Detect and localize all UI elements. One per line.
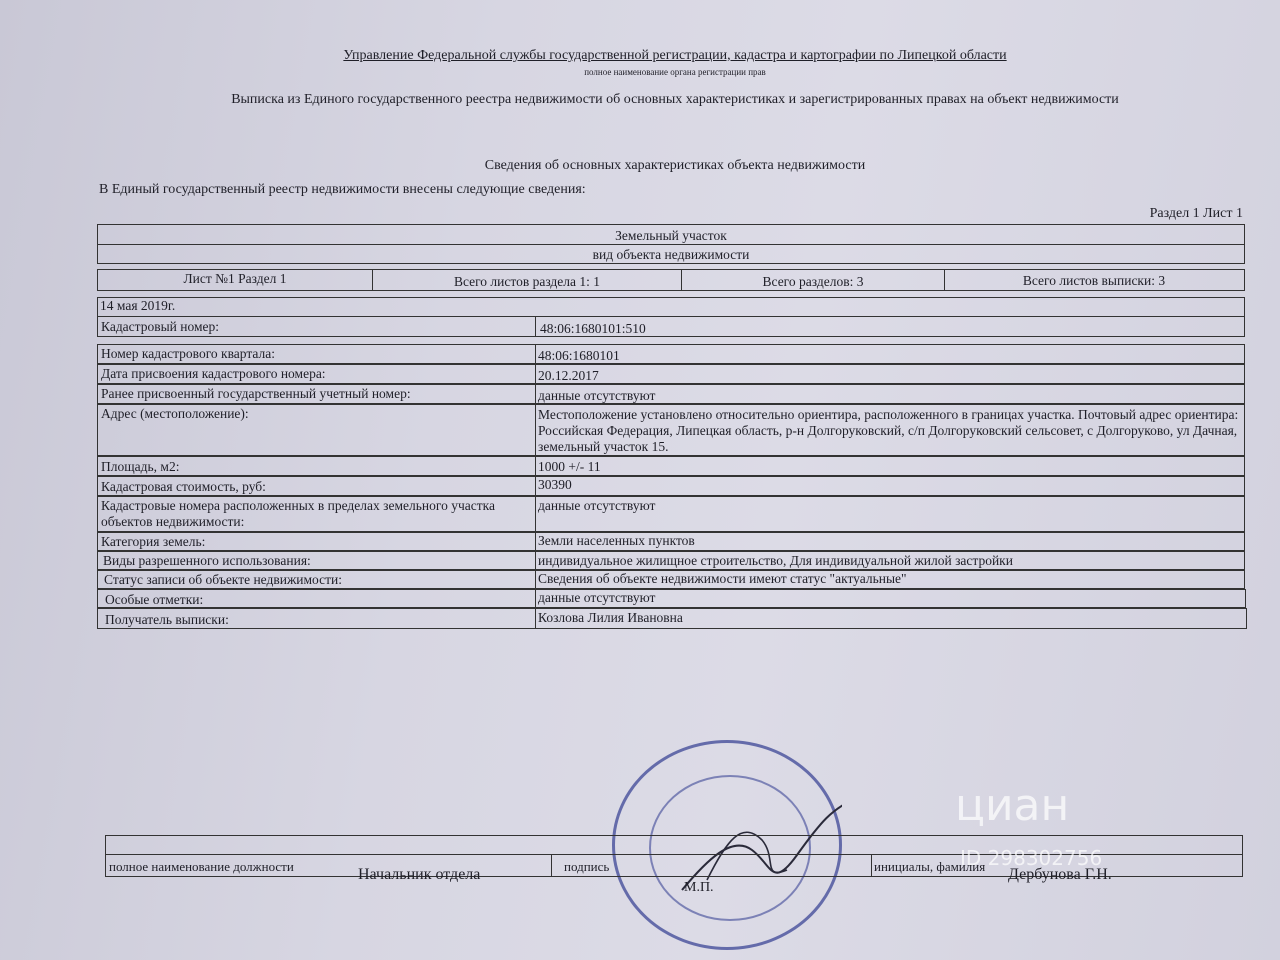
row-value: 48:06:1680101	[538, 348, 620, 363]
row-label: Дата присвоения кадастрового номера:	[101, 366, 326, 381]
row-value: Земли населенных пунктов	[538, 533, 695, 548]
row-divider	[535, 552, 536, 569]
watermark-brand: циан	[955, 780, 1070, 831]
table-row	[97, 608, 1247, 629]
row-divider	[535, 590, 536, 607]
row-divider	[535, 385, 536, 403]
sheet-divider-3	[944, 270, 945, 290]
cadastral-label: Кадастровый номер:	[101, 319, 220, 334]
row-label: Адрес (местоположение):	[101, 406, 249, 421]
row-value: данные отсутствуют	[538, 498, 656, 513]
cadastral-col-divider	[535, 316, 536, 336]
signatory-name: Дербунова Г.Н.	[1008, 866, 1112, 883]
row-label: Статус записи об объекте недвижимости:	[104, 572, 343, 587]
row-label: Получатель выписки:	[105, 612, 229, 627]
row-label: Виды разрешенного использования:	[103, 553, 311, 568]
table-row-address	[97, 404, 1245, 456]
row-value: данные отсутствуют	[538, 388, 656, 403]
signature-caption: подпись	[564, 859, 610, 874]
row-value: индивидуальное жилищное строительство, Для индивидуальной жилой застройки	[538, 553, 1013, 568]
row-value: Сведения об объекте недвижимости имеют статус "актуальные"	[538, 571, 907, 586]
table-row	[97, 456, 1245, 476]
position-caption: полное наименование должности	[109, 859, 294, 874]
initials-caption: инициалы, фамилия	[874, 859, 986, 874]
row-label: Кадастровая стоимость, руб:	[101, 479, 266, 494]
row-divider	[535, 609, 536, 628]
row-divider	[535, 533, 536, 550]
object-type-caption: вид объекта недвижимости	[592, 247, 750, 262]
section-sheet-label: Раздел 1 Лист 1	[1149, 206, 1243, 221]
table-row	[97, 364, 1245, 384]
intro-text: В Единый государственный реестр недвижимости внесены следующие сведения:	[99, 182, 586, 197]
authority-name: Управление Федеральной службы государственной регистрации, кадастра и картографии по Липецкой области	[343, 48, 1007, 63]
row-divider	[535, 345, 536, 363]
table-row	[97, 532, 1245, 551]
table-row	[97, 344, 1245, 364]
signature-col-1	[551, 854, 552, 876]
table-row	[97, 551, 1245, 570]
object-type-divider	[98, 244, 1244, 245]
address-value: Местоположение установлено относительно ориентира, расположенного в границах участка. Почтовый адрес ориентира: Российская Федерация, Липецкая область, р-н Долгоруковский, с/п Долгоруковский сельсовет, с Долгоруково, ул Дачная, земельный участок 15.	[538, 407, 1239, 454]
row-label: Площадь, м2:	[101, 459, 180, 474]
sheet-info-row	[97, 269, 1245, 291]
watermark-id: ID 298302756	[960, 846, 1103, 870]
sections-total: Всего разделов: 3	[762, 274, 864, 289]
row-label: Кадастровые номера расположенных в пределах земельного участка объектов недвижимости:	[101, 498, 495, 529]
document-title: Выписка из Единого государственного реестра недвижимости об основных характеристиках и зарегистрированных правах на объект недвижимости	[231, 92, 1119, 107]
date-divider	[98, 316, 1244, 317]
table-row	[97, 570, 1245, 589]
object-type-box	[97, 224, 1245, 264]
sheets-total: Всего листов выписки: 3	[1022, 273, 1166, 288]
row-divider	[535, 477, 536, 495]
row-value: 30390	[538, 477, 572, 492]
section-title: Сведения об основных характеристиках объекта недвижимости	[484, 158, 866, 173]
seal-mark: М.П.	[684, 880, 714, 895]
document-date: 14 мая 2019г.	[100, 298, 176, 313]
row-value: 1000 +/- 11	[538, 459, 601, 474]
sheets-in-section: Всего листов раздела 1: 1	[453, 274, 601, 289]
row-divider	[535, 571, 536, 588]
table-row	[97, 384, 1245, 404]
date-cadastral-box	[97, 297, 1245, 337]
table-row	[97, 496, 1245, 532]
sheet-divider-1	[372, 270, 373, 290]
cadastral-value: 48:06:1680101:510	[540, 321, 646, 336]
row-label: Особые отметки:	[105, 592, 204, 607]
row-divider	[535, 365, 536, 383]
sheet-divider-2	[681, 270, 682, 290]
row-label: Ранее присвоенный государственный учетный номер:	[101, 386, 411, 401]
recipient-value: Козлова Лилия Ивановна	[538, 610, 683, 625]
authority-caption: полное наименование органа регистрации прав	[584, 67, 766, 77]
row-label: Номер кадастрового квартала:	[101, 346, 275, 361]
sheet-number: Лист №1 Раздел 1	[183, 271, 287, 286]
object-type: Земельный участок	[615, 228, 727, 243]
table-row	[97, 476, 1245, 496]
row-label: Категория земель:	[101, 534, 206, 549]
row-divider	[535, 457, 536, 475]
signature-col-2	[871, 854, 872, 876]
row-divider	[535, 497, 536, 531]
row-value: 20.12.2017	[538, 368, 599, 383]
row-value: данные отсутствуют	[538, 590, 656, 605]
position-value: Начальник отдела	[358, 866, 481, 883]
row-divider	[535, 405, 536, 455]
table-row	[97, 589, 1246, 608]
